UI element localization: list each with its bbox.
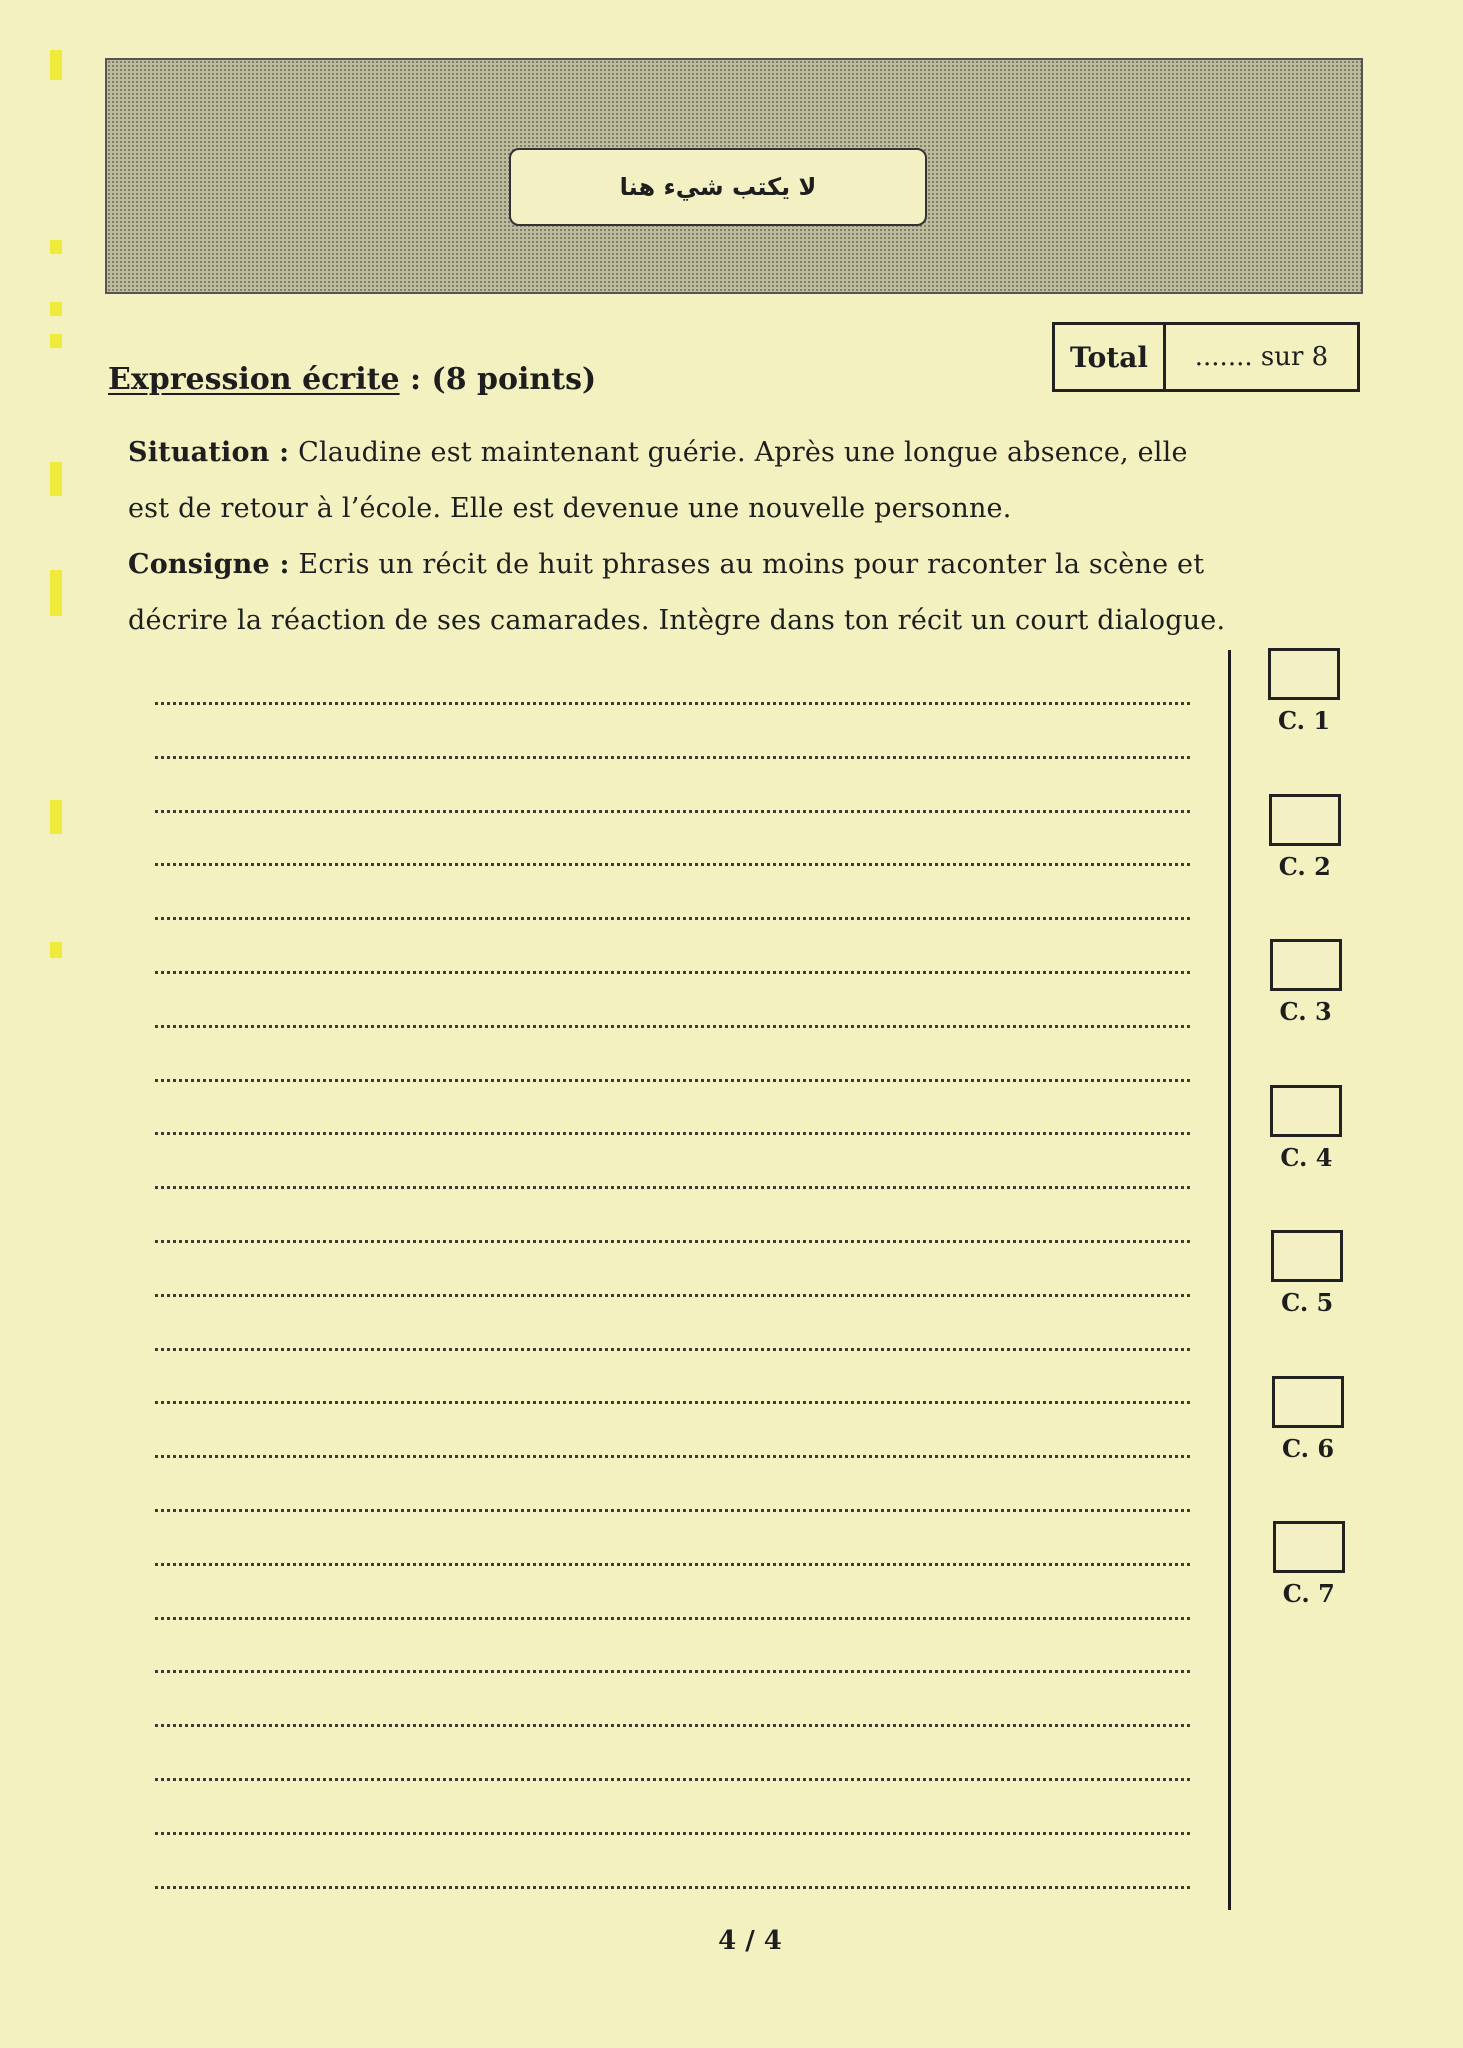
writing-line[interactable]	[155, 756, 1190, 759]
writing-line[interactable]	[155, 1401, 1190, 1404]
highlight-mark	[50, 302, 62, 316]
criterion-score-box[interactable]	[1270, 1085, 1342, 1137]
writing-line[interactable]	[155, 971, 1190, 974]
highlight-mark	[50, 462, 62, 496]
criterion-score-box[interactable]	[1271, 1230, 1343, 1282]
criterion-score-box[interactable]	[1270, 939, 1342, 991]
situation-text-2: est de retour à l’école. Elle est devenue une nouvelle personne.	[128, 493, 1012, 524]
criterion-3	[1268, 939, 1344, 1026]
writing-line[interactable]	[155, 1025, 1190, 1028]
criterion-1	[1266, 648, 1342, 735]
criterion-label: C. 4	[1280, 1142, 1333, 1172]
writing-line[interactable]	[155, 1778, 1190, 1781]
writing-line[interactable]	[155, 863, 1190, 866]
writing-line[interactable]	[155, 1079, 1190, 1082]
writing-line[interactable]	[155, 917, 1190, 920]
highlight-mark	[50, 942, 62, 958]
criterion-6	[1270, 1376, 1346, 1463]
writing-line[interactable]	[155, 1886, 1190, 1889]
criterion-2	[1267, 794, 1343, 881]
consigne-line-1	[128, 537, 1238, 593]
page-number: 4 / 4	[718, 1926, 782, 1956]
total-label: Total	[1055, 325, 1166, 389]
writing-line[interactable]	[155, 1563, 1190, 1566]
criterion-5	[1269, 1230, 1345, 1317]
do-not-write-notice: لا يكتب شيء هنا	[509, 148, 927, 226]
criterion-score-box[interactable]	[1273, 1521, 1345, 1573]
consigne-label: Consigne :	[128, 549, 290, 580]
criterion-label: C. 2	[1278, 851, 1331, 881]
consigne-text-1: Ecris un récit de huit phrases au moins pour raconter la scène et	[289, 549, 1205, 580]
writing-line[interactable]	[155, 810, 1190, 813]
criterion-score-box[interactable]	[1272, 1376, 1344, 1428]
criterion-score-box[interactable]	[1268, 648, 1340, 700]
writing-line[interactable]	[155, 1240, 1190, 1243]
criterion-label: C. 6	[1281, 1433, 1335, 1463]
writing-line[interactable]	[155, 1724, 1190, 1727]
highlight-mark	[50, 570, 62, 616]
section-title-text: Expression écrite	[108, 362, 400, 397]
section-title	[108, 362, 596, 397]
writing-line[interactable]	[155, 1670, 1190, 1673]
highlight-mark	[50, 240, 62, 254]
highlight-mark	[50, 334, 62, 348]
writing-area[interactable]	[155, 702, 1190, 1892]
margin-rule	[1228, 650, 1231, 1910]
situation-label: Situation :	[128, 437, 290, 468]
highlight-mark	[50, 800, 62, 834]
total-score-field[interactable]: ....... sur 8	[1194, 342, 1329, 372]
criterion-label: C. 3	[1279, 997, 1332, 1026]
situation-text-1: Claudine est maintenant guérie. Après une longue absence, elle	[289, 437, 1188, 468]
section-points: : (8 points)	[399, 362, 597, 397]
writing-line[interactable]	[155, 1186, 1190, 1189]
writing-line[interactable]	[155, 1348, 1190, 1351]
writing-line[interactable]	[155, 1832, 1190, 1835]
writing-line[interactable]	[155, 702, 1190, 705]
consigne-paragraph	[128, 537, 1238, 649]
total-score-box	[1052, 322, 1360, 392]
criterion-score-box[interactable]	[1269, 794, 1341, 846]
writing-line[interactable]	[155, 1294, 1190, 1297]
writing-line[interactable]	[155, 1455, 1190, 1458]
writing-line[interactable]	[155, 1132, 1190, 1135]
do-not-write-band	[105, 58, 1363, 294]
criterion-4	[1268, 1085, 1344, 1172]
situation-line-1	[128, 425, 1238, 481]
writing-line[interactable]	[155, 1509, 1190, 1512]
consigne-text-2: décrire la réaction de ses camarades. Intègre dans ton récit un court dialogue.	[128, 605, 1226, 636]
writing-line[interactable]	[155, 1617, 1190, 1620]
criterion-7	[1271, 1521, 1347, 1608]
highlight-mark	[50, 50, 62, 80]
situation-paragraph	[128, 425, 1238, 537]
criterion-label: C. 7	[1282, 1579, 1335, 1608]
criterion-label: C. 1	[1277, 706, 1331, 735]
criterion-label: C. 5	[1281, 1288, 1334, 1317]
